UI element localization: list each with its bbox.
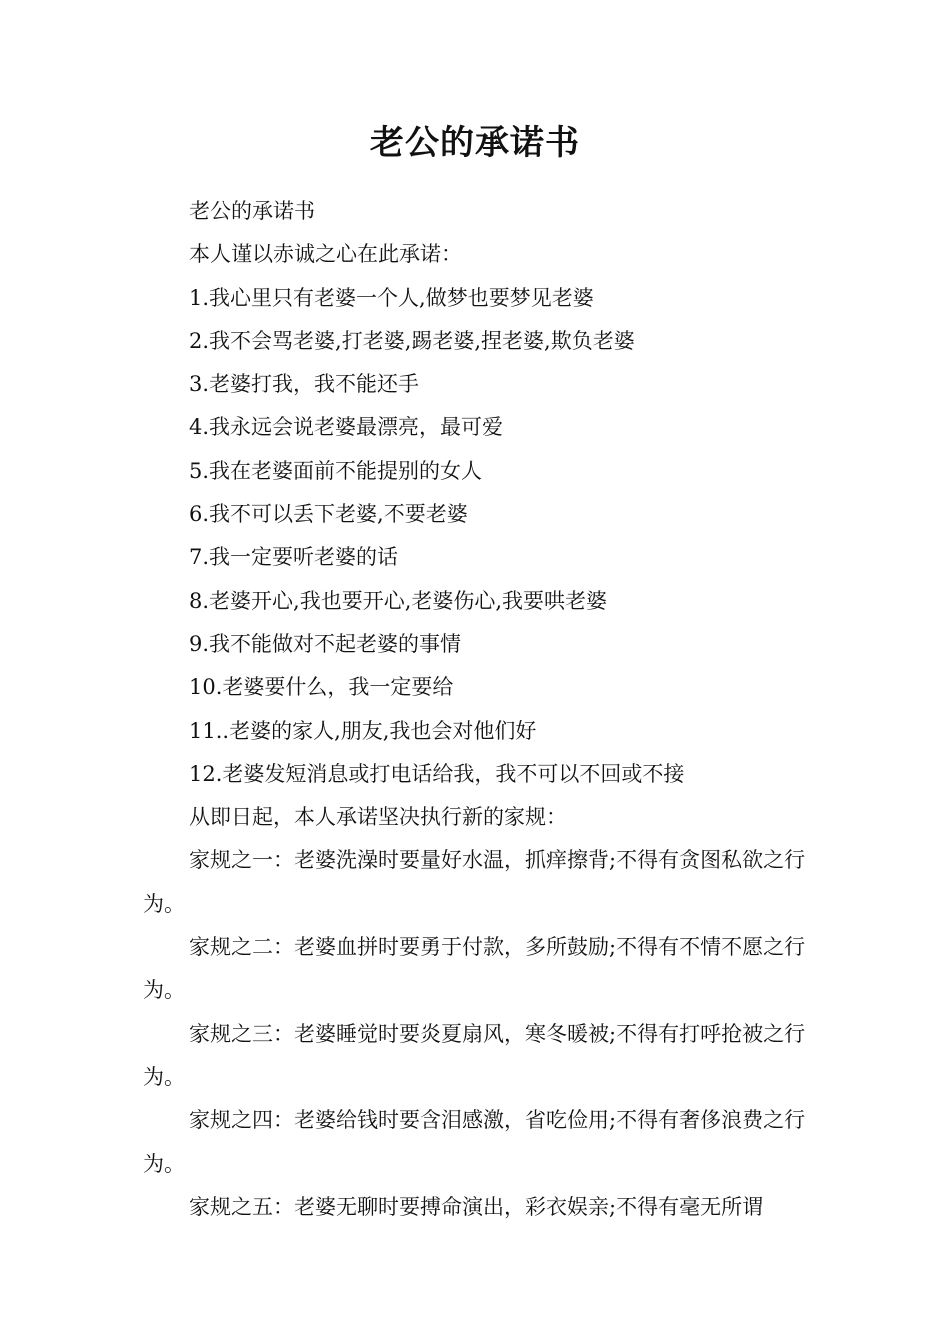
paragraph-heading: 老公的承诺书 bbox=[189, 199, 315, 223]
promise-item-10: 10.老婆要什么，我一定要给 bbox=[189, 675, 454, 700]
promise-item-7: 7.我一定要听老婆的话 bbox=[189, 545, 399, 570]
promise-item-11: 11..老婆的家人,朋友,我也会对他们好 bbox=[189, 718, 537, 743]
promise-item-6: 6.我不可以丢下老婆,不要老婆 bbox=[189, 502, 468, 527]
promise-item-3: 3.老婆打我，我不能还手 bbox=[189, 372, 420, 397]
paragraph-intro: 本人谨以赤诚之心在此承诺： bbox=[189, 242, 462, 267]
house-rule-1: 家规之一：老婆洗澡时要量好水温，抓痒擦背;不得有贪图私欲之行为。 bbox=[143, 848, 806, 916]
promise-item-9: 9.我不能做对不起老婆的事情 bbox=[189, 631, 462, 656]
promise-item-4: 4.我永远会说老婆最漂亮，最可爱 bbox=[189, 415, 504, 440]
promise-item-12: 12.老婆发短消息或打电话给我，我不可以不回或不接 bbox=[189, 761, 685, 786]
house-rules-intro: 从即日起，本人承诺坚决执行新的家规： bbox=[189, 805, 567, 830]
house-rule-3: 家规之三：老婆睡觉时要炎夏扇风，寒冬暖被;不得有打呼抢被之行为。 bbox=[143, 1021, 806, 1089]
promise-item-2: 2.我不会骂老婆,打老婆,踢老婆,捏老婆,欺负老婆 bbox=[189, 328, 635, 353]
house-rule-4: 家规之四：老婆给钱时要含泪感激，省吃俭用;不得有奢侈浪费之行为。 bbox=[143, 1108, 806, 1176]
house-rule-2: 家规之二：老婆血拼时要勇于付款，多所鼓励;不得有不情不愿之行为。 bbox=[143, 935, 806, 1003]
promise-item-5: 5.我在老婆面前不能提别的女人 bbox=[189, 458, 483, 483]
promise-item-8: 8.老婆开心,我也要开心,老婆伤心,我要哄老婆 bbox=[189, 588, 608, 613]
house-rule-5: 家规之五：老婆无聊时要搏命演出，彩衣娱亲;不得有毫无所谓 bbox=[189, 1194, 764, 1219]
document-body bbox=[143, 190, 811, 1229]
document-title: 老公的承诺书 bbox=[370, 123, 580, 163]
promise-item-1: 1.我心里只有老婆一个人,做梦也要梦见老婆 bbox=[189, 285, 594, 310]
